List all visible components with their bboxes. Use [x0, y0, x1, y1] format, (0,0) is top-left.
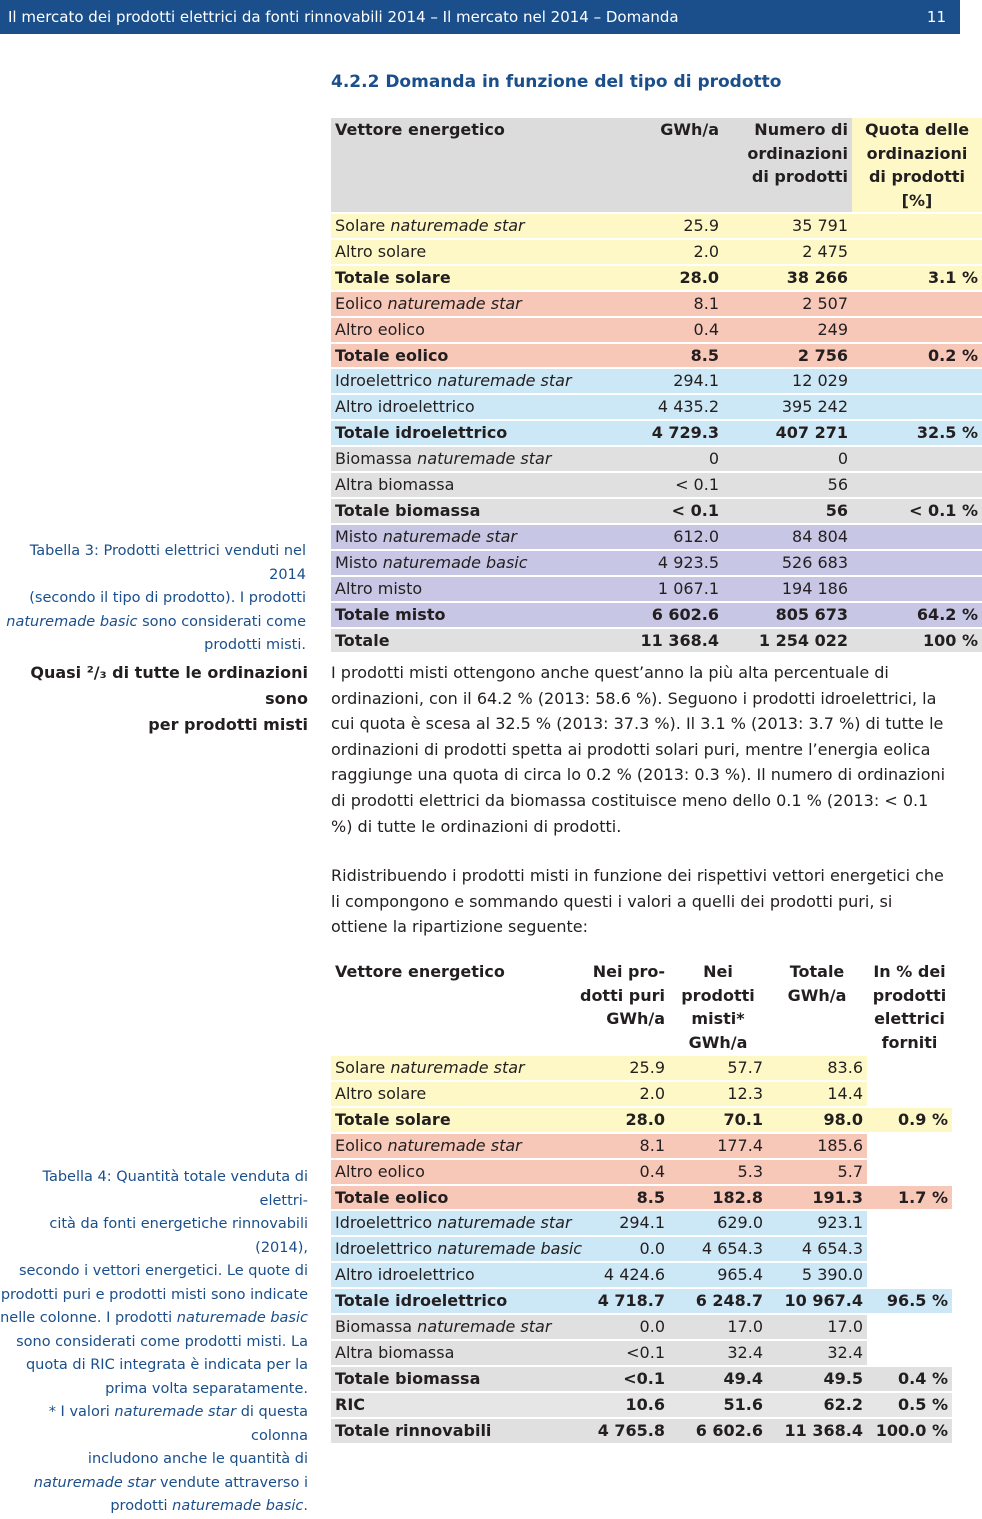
total-cell: 11 368.4 [767, 1419, 867, 1445]
orders-cell: 805 673 [723, 603, 852, 629]
quota-cell [852, 395, 982, 421]
pure-cell: 25.9 [569, 1056, 669, 1082]
gwh-cell: 11 368.4 [631, 629, 723, 655]
percent-cell: 0.5 % [867, 1393, 952, 1419]
total-cell: 32.4 [767, 1341, 867, 1367]
row-label: Misto naturemade basic [331, 551, 631, 577]
table-row [331, 1263, 952, 1289]
pure-cell: 4 718.7 [569, 1289, 669, 1315]
total-cell: 5 390.0 [767, 1263, 867, 1289]
pure-cell: 10.6 [569, 1393, 669, 1419]
page-number: 11 [926, 8, 946, 26]
mixed-cell: 17.0 [669, 1315, 767, 1341]
percent-cell [867, 1263, 952, 1289]
table-row [331, 1289, 952, 1315]
table-row [331, 1108, 952, 1134]
gwh-cell: 294.1 [631, 369, 723, 395]
percent-cell [867, 1082, 952, 1108]
page-header [0, 0, 960, 34]
gwh-cell: 0 [631, 447, 723, 473]
total-cell: 191.3 [767, 1186, 867, 1212]
t4-header-vettore: Vettore energetico [331, 960, 569, 1056]
pure-cell: <0.1 [569, 1341, 669, 1367]
table-row [331, 629, 982, 655]
quota-cell: 100 % [852, 629, 982, 655]
orders-cell: 56 [723, 473, 852, 499]
percent-cell: 100.0 % [867, 1419, 952, 1445]
paragraph-2: Ridistribuendo i prodotti misti in funzione dei rispettivi vettori energetici che li compongono e sommando questi i valori a quelli dei prodotti puri, si ottiene la ripartizione seguente: [331, 866, 944, 937]
gwh-cell: 2.0 [631, 240, 723, 266]
orders-cell: 407 271 [723, 421, 852, 447]
table-row [331, 1186, 952, 1212]
mixed-cell: 4 654.3 [669, 1237, 767, 1263]
total-cell: 5.7 [767, 1160, 867, 1186]
table-row [331, 214, 982, 240]
gwh-cell: 8.5 [631, 344, 723, 370]
row-label: Totale eolico [331, 344, 631, 370]
orders-cell: 395 242 [723, 395, 852, 421]
paragraph-1: I prodotti misti ottengono anche quest’anno la più alta percentuale di ordinazioni, con il 64.2 % (2013: 58.6 %). Seguono i prodotti idroelettrici, la cui quota è scesa al 32.5 % (2013: 37.3 %). Il 3.1 % (2013: 3.7 %) di tutte le ordinazioni di prodotti spetta ai prodotti solari puri, mentre l’energia eolica raggiunge una quota di circa lo 0.2 % (2013: 0.3 %). Il numero di ordinazioni di prodotti elettrici da biomassa costituisce meno dello 0.1 % (2013: < 0.1 %) di tutte le ordinazioni di prodotti. [331, 663, 946, 836]
pure-cell: 4 765.8 [569, 1419, 669, 1445]
t4-header-puri: Nei pro- dotti puri GWh/a [569, 960, 669, 1056]
mixed-cell: 51.6 [669, 1393, 767, 1419]
table-row [331, 577, 982, 603]
table-row [331, 318, 982, 344]
row-label: Altro eolico [331, 1160, 569, 1186]
orders-cell: 2 756 [723, 344, 852, 370]
quota-cell [852, 292, 982, 318]
table-row [331, 395, 982, 421]
table-row [331, 1134, 952, 1160]
table-row [331, 1211, 952, 1237]
row-label: Eolico naturemade star [331, 1134, 569, 1160]
row-label: Totale rinnovabili [331, 1419, 569, 1445]
gwh-cell: 6 602.6 [631, 603, 723, 629]
orders-cell: 0 [723, 447, 852, 473]
row-label: Altro solare [331, 240, 631, 266]
pure-cell: 0.0 [569, 1237, 669, 1263]
table-row [331, 473, 982, 499]
gwh-cell: 4 435.2 [631, 395, 723, 421]
row-label: Altro idroelettrico [331, 1263, 569, 1289]
table-row [331, 240, 982, 266]
gwh-cell: < 0.1 [631, 473, 723, 499]
table-row [331, 447, 982, 473]
row-label: Altro misto [331, 577, 631, 603]
mixed-cell: 6 602.6 [669, 1419, 767, 1445]
table-3-header-row [331, 118, 982, 214]
total-cell: 185.6 [767, 1134, 867, 1160]
quota-cell [852, 577, 982, 603]
total-cell: 10 967.4 [767, 1289, 867, 1315]
t3-header-vettore: Vettore energetico [331, 118, 631, 214]
table-3 [331, 118, 982, 654]
total-cell: 923.1 [767, 1211, 867, 1237]
total-cell: 14.4 [767, 1082, 867, 1108]
pure-cell: 4 424.6 [569, 1263, 669, 1289]
table-row [331, 1393, 952, 1419]
gwh-cell: 1 067.1 [631, 577, 723, 603]
percent-cell: 96.5 % [867, 1289, 952, 1315]
row-label: Biomassa naturemade star [331, 1315, 569, 1341]
percent-cell: 0.4 % [867, 1367, 952, 1393]
table-row [331, 1237, 952, 1263]
orders-cell: 249 [723, 318, 852, 344]
row-label: Misto naturemade star [331, 525, 631, 551]
table-row [331, 525, 982, 551]
quota-cell: 64.2 % [852, 603, 982, 629]
row-label: Altra biomassa [331, 1341, 569, 1367]
quota-cell: 3.1 % [852, 266, 982, 292]
quota-cell [852, 369, 982, 395]
mixed-cell: 965.4 [669, 1263, 767, 1289]
row-label: Idroelettrico naturemade star [331, 369, 631, 395]
gwh-cell: 0.4 [631, 318, 723, 344]
mixed-cell: 70.1 [669, 1108, 767, 1134]
gwh-cell: 4 923.5 [631, 551, 723, 577]
mixed-cell: 6 248.7 [669, 1289, 767, 1315]
table-row [331, 292, 982, 318]
quota-cell [852, 214, 982, 240]
orders-cell: 2 507 [723, 292, 852, 318]
percent-cell [867, 1134, 952, 1160]
percent-cell [867, 1237, 952, 1263]
table-row [331, 421, 982, 447]
pure-cell: 8.1 [569, 1134, 669, 1160]
table-3-caption: Tabella 3: Prodotti elettrici venduti nel 2014 (secondo il tipo di prodotto). I prodotti naturemade basic sono considerati come prodotti misti. [6, 543, 306, 653]
pure-cell: 0.4 [569, 1160, 669, 1186]
mixed-cell: 32.4 [669, 1341, 767, 1367]
table-row [331, 1082, 952, 1108]
section-title: 4.2.2 Domanda in funzione del tipo di prodotto [331, 72, 782, 92]
orders-cell: 194 186 [723, 577, 852, 603]
percent-cell: 1.7 % [867, 1186, 952, 1212]
gwh-cell: 612.0 [631, 525, 723, 551]
pure-cell: 294.1 [569, 1211, 669, 1237]
percent-cell [867, 1211, 952, 1237]
pure-cell: 2.0 [569, 1082, 669, 1108]
table-row [331, 1056, 952, 1082]
mixed-cell: 49.4 [669, 1367, 767, 1393]
table-row [331, 266, 982, 292]
orders-cell: 526 683 [723, 551, 852, 577]
row-label: Idroelettrico naturemade basic [331, 1237, 569, 1263]
row-label: Eolico naturemade star [331, 292, 631, 318]
total-cell: 17.0 [767, 1315, 867, 1341]
table-row [331, 499, 982, 525]
mixed-cell: 12.3 [669, 1082, 767, 1108]
mixed-cell: 57.7 [669, 1056, 767, 1082]
quota-cell [852, 447, 982, 473]
row-label: Totale biomassa [331, 499, 631, 525]
mixed-cell: 5.3 [669, 1160, 767, 1186]
row-label: Totale biomassa [331, 1367, 569, 1393]
gwh-cell: 28.0 [631, 266, 723, 292]
orders-cell: 12 029 [723, 369, 852, 395]
percent-cell [867, 1160, 952, 1186]
table-row [331, 369, 982, 395]
orders-cell: 2 475 [723, 240, 852, 266]
pure-cell: 28.0 [569, 1108, 669, 1134]
row-label: Altro eolico [331, 318, 631, 344]
gwh-cell: 25.9 [631, 214, 723, 240]
total-cell: 98.0 [767, 1108, 867, 1134]
row-label: Totale idroelettrico [331, 421, 631, 447]
quota-cell [852, 525, 982, 551]
row-label: Totale misto [331, 603, 631, 629]
orders-cell: 56 [723, 499, 852, 525]
orders-cell: 38 266 [723, 266, 852, 292]
orders-cell: 84 804 [723, 525, 852, 551]
t4-header-totale: Totale GWh/a [767, 960, 867, 1056]
row-label: Biomassa naturemade star [331, 447, 631, 473]
table-4-header-row [331, 960, 952, 1056]
quota-cell [852, 318, 982, 344]
orders-cell: 35 791 [723, 214, 852, 240]
percent-cell: 0.9 % [867, 1108, 952, 1134]
row-label: Altro solare [331, 1082, 569, 1108]
mixed-cell: 629.0 [669, 1211, 767, 1237]
table-4 [331, 960, 952, 1445]
total-cell: 49.5 [767, 1367, 867, 1393]
row-label: Altro idroelettrico [331, 395, 631, 421]
gwh-cell: < 0.1 [631, 499, 723, 525]
row-label: Solare naturemade star [331, 1056, 569, 1082]
mixed-cell: 177.4 [669, 1134, 767, 1160]
t3-header-gwh: GWh/a [631, 118, 723, 214]
pure-cell: 8.5 [569, 1186, 669, 1212]
table-row [331, 1341, 952, 1367]
quota-cell [852, 551, 982, 577]
row-label: Solare naturemade star [331, 214, 631, 240]
table-row [331, 551, 982, 577]
quota-cell [852, 473, 982, 499]
row-label: Totale eolico [331, 1186, 569, 1212]
row-label: Totale solare [331, 266, 631, 292]
gwh-cell: 4 729.3 [631, 421, 723, 447]
quota-cell: 32.5 % [852, 421, 982, 447]
t3-header-quota: Quota delle ordinazioni di prodotti [%] [852, 118, 982, 214]
row-label: Totale idroelettrico [331, 1289, 569, 1315]
percent-cell [867, 1056, 952, 1082]
table-row [331, 1419, 952, 1445]
table-4-caption: Tabella 4: Quantità totale venduta di elettri- cità da fonti energetiche rinnovabili (2014), secondo i vettori energetici. Le quote di prodotti puri e prodotti misti sono indicate nelle colonne. I prodotti naturemade basic sono considerati come prodotti misti. La quota di RIC integrata è indicata per la prima volta separatamente. * I valori naturemade star di questa colonna includono anche le quantità di naturemade star vendute attraverso i prodotti naturemade basic. [0, 1169, 308, 1514]
side-heading: Quasi ²/₃ di tutte le ordinazioni sono per prodotti misti [30, 663, 308, 734]
row-label: Totale solare [331, 1108, 569, 1134]
table-row [331, 344, 982, 370]
pure-cell: <0.1 [569, 1367, 669, 1393]
gwh-cell: 8.1 [631, 292, 723, 318]
t4-header-percent: In % dei prodotti elettrici forniti [867, 960, 952, 1056]
total-cell: 62.2 [767, 1393, 867, 1419]
t4-header-misti: Nei prodotti misti* GWh/a [669, 960, 767, 1056]
pure-cell: 0.0 [569, 1315, 669, 1341]
total-cell: 83.6 [767, 1056, 867, 1082]
percent-cell [867, 1341, 952, 1367]
quota-cell: 0.2 % [852, 344, 982, 370]
table-row [331, 603, 982, 629]
table-row [331, 1160, 952, 1186]
mixed-cell: 182.8 [669, 1186, 767, 1212]
row-label: Idroelettrico naturemade star [331, 1211, 569, 1237]
percent-cell [867, 1315, 952, 1341]
quota-cell [852, 240, 982, 266]
total-cell: 4 654.3 [767, 1237, 867, 1263]
table-row [331, 1315, 952, 1341]
table-row [331, 1367, 952, 1393]
orders-cell: 1 254 022 [723, 629, 852, 655]
quota-cell: < 0.1 % [852, 499, 982, 525]
row-label: RIC [331, 1393, 569, 1419]
header-title: Il mercato dei prodotti elettrici da fonti rinnovabili 2014 – Il mercato nel 2014 – Domanda [8, 8, 679, 26]
row-label: Altra biomassa [331, 473, 631, 499]
row-label: Totale [331, 629, 631, 655]
t3-header-numero: Numero di ordinazioni di prodotti [723, 118, 852, 214]
